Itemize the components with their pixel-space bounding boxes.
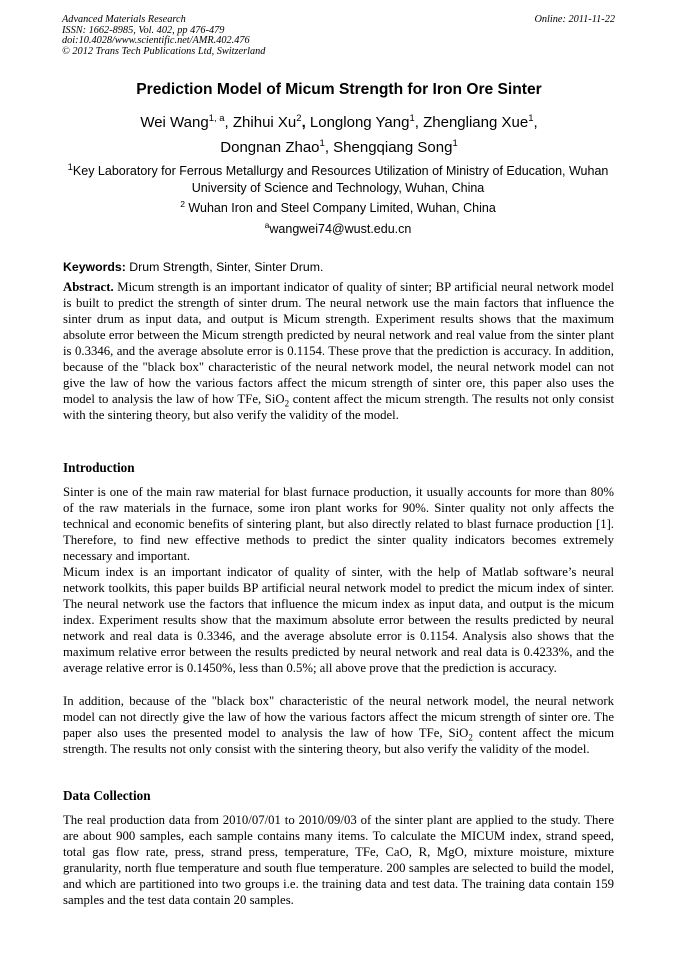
author-affil-mark: 1 (528, 113, 534, 124)
abstract-text-end: content affect the micum strength. The results not only consist with the sintering theory, but also verify the validity of the model. (63, 392, 615, 423)
affiliation-mark: 2 (180, 198, 185, 209)
intro-paragraph-2: Micum index is an important indicator of quality of sinter, with the help of Matlab software’s neural network toolkits, this paper builds BP artificial neural network model to predict the micum index of sinter. The neural network use the factors that influence the micum index as input data, and output is the micum index. Experiment results show that the maximum absolute error between the results predicted by neural network and real data is 0.3346, and the average absolute error is 0.1154. Analysis also shows that the maximum relative error between the results predicted by neural network and real data is 0.4233%, and the average relative error is 0.1450%, less than 0.5%; all above prove that the prediction is accuracy. (63, 565, 614, 676)
doi-line: doi:10.4028/www.scientific.net/AMR.402.476 (62, 35, 250, 47)
affiliation-mark: 1 (67, 161, 73, 173)
author-name: Zhihui Xu (232, 114, 297, 131)
affiliation-text: Key Laboratory for Ferrous Metallurgy and Resources Utilization of Ministry of Education, Wuhan University of Science and Technology, Wuhan, China (72, 164, 609, 195)
author-name: Longlong Yang (309, 114, 410, 131)
email-address: wangwei74@wust.edu.cn (269, 222, 412, 236)
author-affil-mark: 2 (296, 113, 302, 124)
subscript: 2 (468, 732, 473, 743)
abstract-label: Abstract. (63, 280, 114, 294)
author-email (62, 221, 614, 238)
author-name: Shengqiang Song (333, 139, 453, 156)
author-affil-mark: 1 (452, 138, 458, 149)
section-heading-introduction: Introduction (63, 460, 135, 475)
intro-paragraph-1: Sinter is one of the main raw material for blast furnace production, it usually accounts for more than 80% of the raw materials in the furnace, some iron plant works for 90%. Sinter quality not only affects the technical and economic benefits of sintering plant, but also directly related to blast furnace production [1]. Therefore, to find new effective methods to predict the sinter quality indicators becomes extremely necessary and important. (63, 485, 614, 564)
issn-line: ISSN: 1662-8985, Vol. 402, pp 476-479 (62, 24, 225, 36)
online-date: Online: 2011-11-22 (534, 14, 615, 25)
affiliation-2 (62, 200, 614, 217)
email-mark: a (264, 219, 270, 230)
intro-paragraph-3 (63, 693, 614, 757)
affiliation-1 (62, 163, 614, 197)
keywords-label: Keywords: (63, 260, 126, 274)
author-name: Dongnan Zhao (220, 139, 320, 156)
affiliation-text: Wuhan Iron and Steel Company Limited, Wuhan, China (184, 201, 496, 215)
author-affil-mark: 1 (319, 138, 325, 149)
author-name: Wei Wang (140, 114, 209, 131)
author-affil-mark: 1 (409, 113, 415, 124)
journal-name: Advanced Materials Research (62, 14, 186, 25)
copyright-line: © 2012 Trans Tech Publications Ltd, Switzerland (62, 45, 266, 57)
intro-text: In addition, because of the "black box" characteristic of the neural network model, the neural network model can not directly give the law of how the various factors affect the micum strength of sinter ore. The paper also uses the presented model to analysis the law of how TFe, SiO (63, 694, 614, 741)
author-name: Zhengliang Xue (423, 114, 529, 131)
intro-text-end: content affect the micum strength. The results not only consist with the sintering theory, but also verify the validity of the model. (63, 726, 614, 757)
author-line-2: Dongnan Zhao$^1$, Shengqiang Song$^1$ (220, 138, 458, 156)
journal-header (62, 15, 265, 57)
author-affil-mark: 1, a (208, 113, 225, 124)
author-line-1: Wei Wang$^{1, a}$, Zhihui Xu$^2$, Longlong Yang$^1$, Zhengliang Xue$^1$, (140, 113, 538, 131)
subscript: 2 (284, 398, 290, 409)
keywords (63, 259, 613, 275)
section-heading-data-collection: Data Collection (63, 788, 151, 803)
paper-title: Prediction Model of Micum Strength for Iron Ore Sinter (136, 81, 542, 98)
data-collection-paragraph: The real production data from 2010/07/01 to 2010/09/03 of the sinter plant are applied to the study. There are about 900 samples, each sample contains many items. To calculate the MICUM index, strand speed, total gas flow rate, press, strand press, temperature, TFe, CaO, R, MgO, mixture moisture, mixture granularity, north flue temperature and south flue temperature. 200 samples are selected to build the model, and which are partitioned into two groups i.e. the training data and test data. The training data contain 159 samples and the test data contain 20 samples. (63, 813, 614, 908)
abstract-paragraph (63, 279, 614, 423)
keywords-text: Drum Strength, Sinter, Sinter Drum. (125, 260, 324, 274)
abstract-text: Micum strength is an important indicator of quality of sinter; BP artificial neural network model is built to predict the strength of sinter drum. The neural network use the main factors that influence the sinter drum as input data, and output is Micum strength. Experiment results shows that the maximum absolute error between the Micum strength predicted by neural network and real value from the sinter plant is 0.3346, and the average absolute error is 0.1154. These prove that the prediction is accuracy. In addition, because of the "black box" characteristic of the neural network model, the neural network model can not give the law of how the various factors affect the micum strength of sinter ore, this paper also uses the model to analysis the law of how TFe, SiO (63, 280, 614, 407)
